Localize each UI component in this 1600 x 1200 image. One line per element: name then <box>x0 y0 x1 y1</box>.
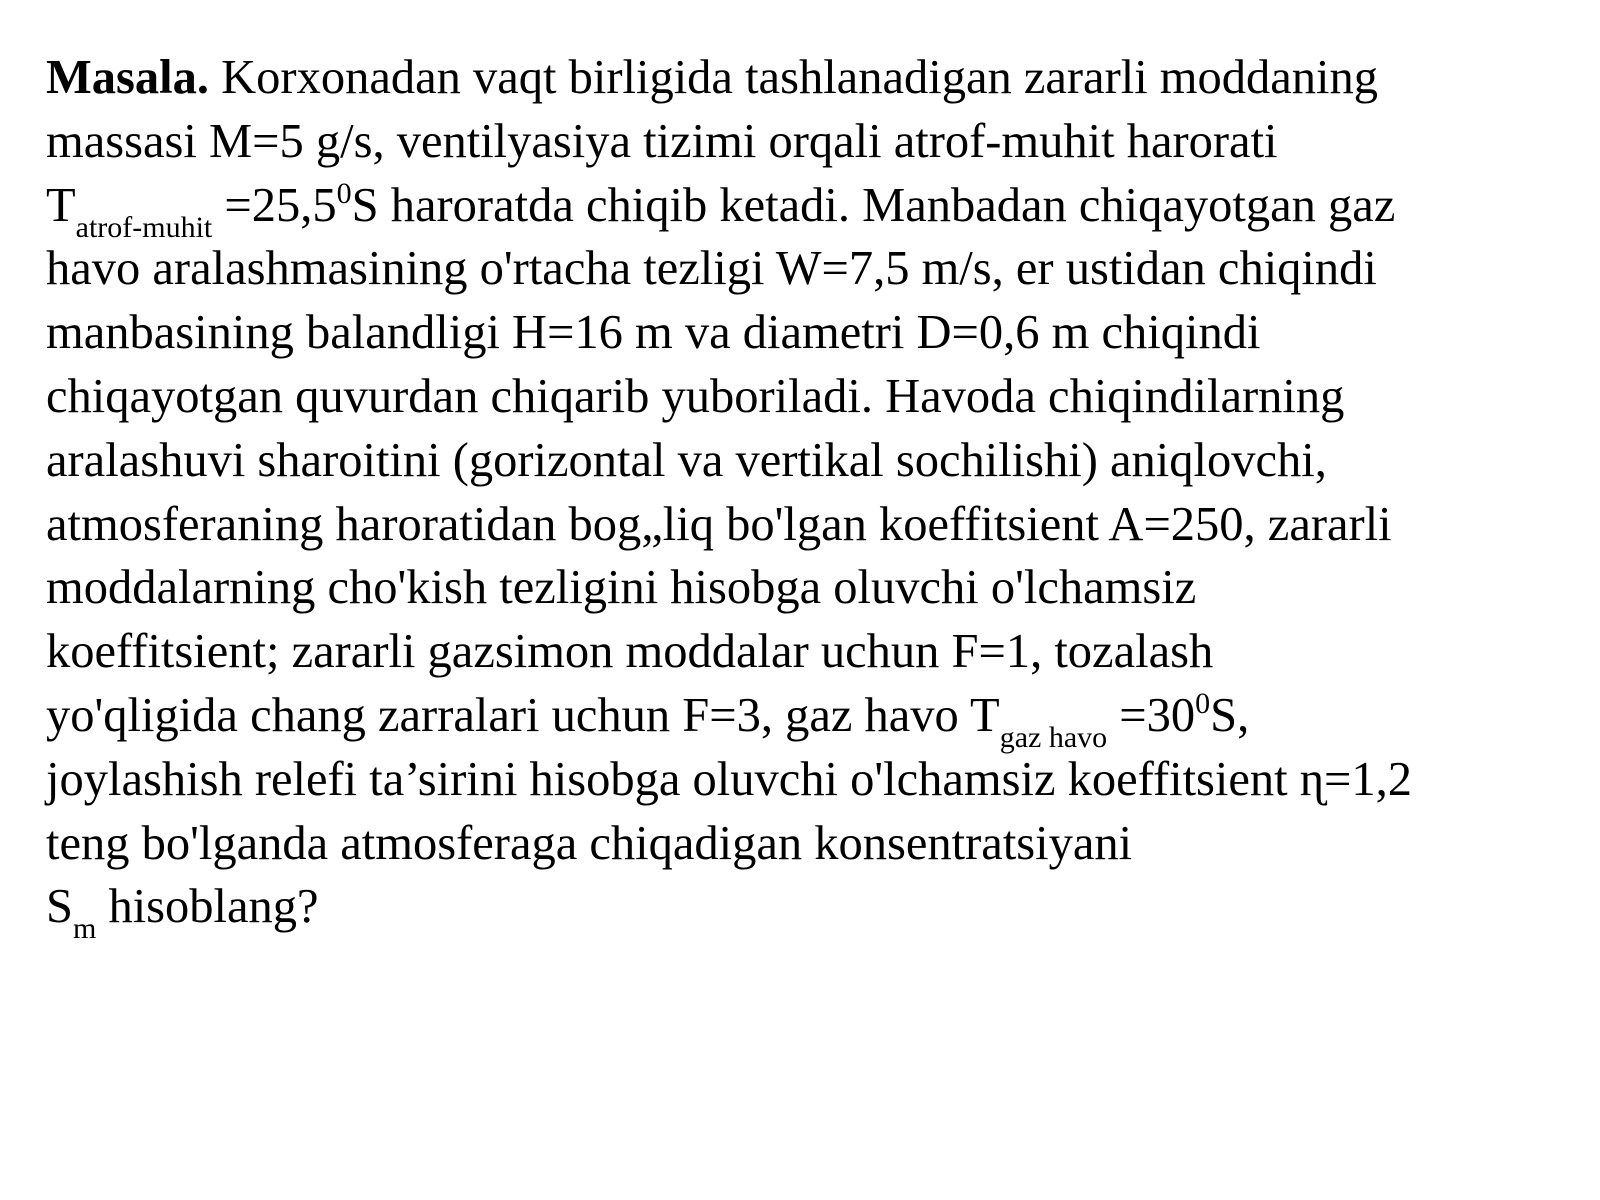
line-14 <box>46 875 1586 946</box>
gas-temperature-value: =30 <box>1107 688 1196 742</box>
line-8: atmosferaning haroratidan bog„liq bo'lgan koeffitsient A=250, zararli <box>46 497 1392 551</box>
problem-heading: Masala. <box>46 51 210 104</box>
gas-temperature-subscript: gaz havo <box>999 720 1108 754</box>
line-12: joylashish relefi ta’sirini hisobga oluvchi o'lchamsiz koeffitsient ɳ=1,2 <box>46 752 1413 806</box>
line-13: teng bo'lganda atmosferaga chiqadigan konsentratsiyani <box>46 816 1133 870</box>
line-6: chiqayotgan quvurdan chiqarib yuboriladi. Havoda chiqindilarning <box>46 369 1345 423</box>
temperature-subscript: atrof-muhit <box>75 210 213 244</box>
line-4: havo aralashmasining o'rtacha tezligi W=7,5 m/s, er ustidan chiqindi <box>46 242 1377 296</box>
gas-temperature-unit: S, <box>1210 688 1250 742</box>
line-1-text: Korxonadan vaqt birligida tashlanadigan zararli moddaning <box>209 51 1379 104</box>
gas-degree-superscript: 0 <box>1195 686 1211 720</box>
line-9: moddalarning cho'kish tezligini hisobga oluvchi o'lchamsiz <box>46 561 1197 615</box>
question-text: hisoblang? <box>96 880 319 934</box>
concentration-subscript: m <box>72 912 97 946</box>
temperature-symbol: T <box>46 178 76 232</box>
line-3 <box>46 174 1586 244</box>
line-5: manbasining balandligi H=16 m va diametri D=0,6 m chiqindi <box>46 306 1261 360</box>
problem-text <box>46 46 1586 946</box>
degree-superscript: 0 <box>336 176 352 210</box>
line-2: massasi M=5 g/s, ventilyasiya tizimi orqali atrof-muhit harorati <box>46 114 1278 168</box>
temperature-value: =25,5 <box>212 178 337 232</box>
line-1 <box>46 46 1586 110</box>
line-3-text: S haroratda chiqib ketadi. Manbadan chiqayotgan gaz <box>351 178 1396 232</box>
line-11 <box>46 684 1586 754</box>
line-10: koeffitsient; zararli gazsimon moddalar uchun F=1, tozalash <box>46 625 1214 679</box>
line-11-text: yo'qligida chang zarralari uchun F=3, gaz havo T <box>46 688 1000 742</box>
concentration-symbol: S <box>46 880 73 934</box>
line-7: aralashuvi sharoitini (gorizontal va vertikal sochilishi) aniqlovchi, <box>46 433 1327 487</box>
